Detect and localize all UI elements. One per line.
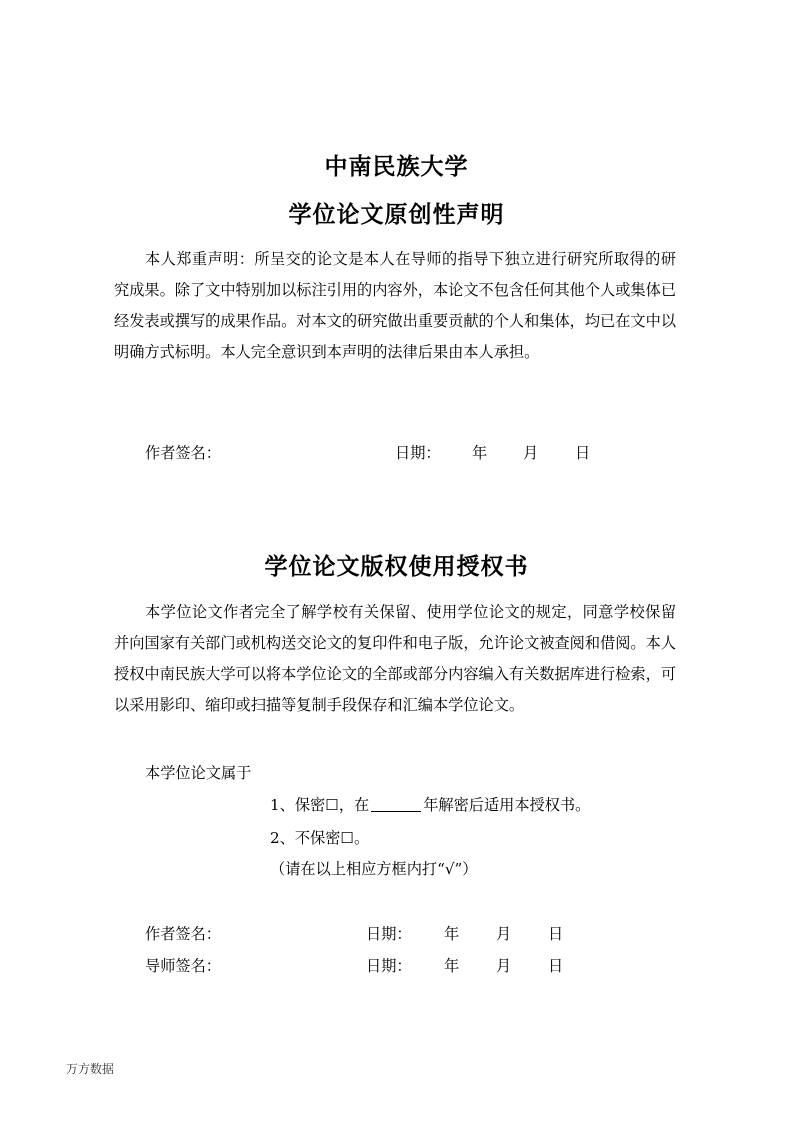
authorization-author-year-label: 年	[444, 925, 460, 943]
authorization-author-sign-label: 作者签名：	[145, 925, 221, 943]
university-title: 中南民族大学	[324, 154, 469, 180]
option-not-confidential: 2、不保密☐。	[270, 829, 370, 847]
authorization-author-month-label: 月	[496, 925, 512, 943]
advisor-year-label: 年	[444, 957, 460, 975]
option-confidential	[270, 795, 590, 815]
declaration-month-label: 月	[523, 444, 539, 462]
belongs-label: 本学位论文属于	[145, 764, 252, 782]
checkbox-instruction: （请在以上相应方框内打“√”）	[270, 860, 478, 878]
advisor-month-label: 月	[496, 957, 512, 975]
advisor-sign-label: 导师签名：	[145, 957, 221, 975]
authorization-author-date-label: 日期：	[366, 925, 412, 943]
wanfang-watermark: 万方数据	[66, 1062, 115, 1076]
option-confidential-suffix: 年解密后适用本授权书。	[423, 796, 591, 814]
declaration-body: 本人郑重声明：所呈交的论文是本人在导师的指导下独立进行研究所取得的研究成果。除了文中特别加以标注引用的内容外，本论文不包含任何其他个人或集体已经发表或撰写的成果作品。对本文的研究做出重要贡献的个人和集体，均已在文中以明确方式标明。本人完全意识到本声明的法律后果由本人承担。	[114, 250, 676, 361]
advisor-day-label: 日	[548, 957, 564, 975]
declaration-year-label: 年	[472, 444, 488, 462]
declaration-day-label: 日	[575, 444, 591, 462]
declassify-year-blank[interactable]	[371, 795, 421, 812]
authorization-author-day-label: 日	[548, 925, 564, 943]
originality-declaration-title: 学位论文原创性声明	[288, 202, 505, 228]
option-confidential-prefix: 1、保密☐，在	[270, 796, 370, 814]
declaration-author-sign-label: 作者签名：	[145, 444, 221, 462]
authorization-body: 本学位论文作者完全了解学校有关保留、使用学位论文的规定，同意学校保留并向国家有关部门或机构送交论文的复印件和电子版，允许论文被查阅和借阅。本人授权中南民族大学可以将本学位论文的全部或部分内容编入有关数据库进行检索，可以采用影印、缩印或扫描等复制手段保存和汇编本学位论文。	[114, 603, 676, 714]
declaration-date-label: 日期：	[395, 444, 441, 462]
copyright-authorization-title: 学位论文版权使用授权书	[264, 554, 529, 580]
advisor-date-label: 日期：	[366, 957, 412, 975]
